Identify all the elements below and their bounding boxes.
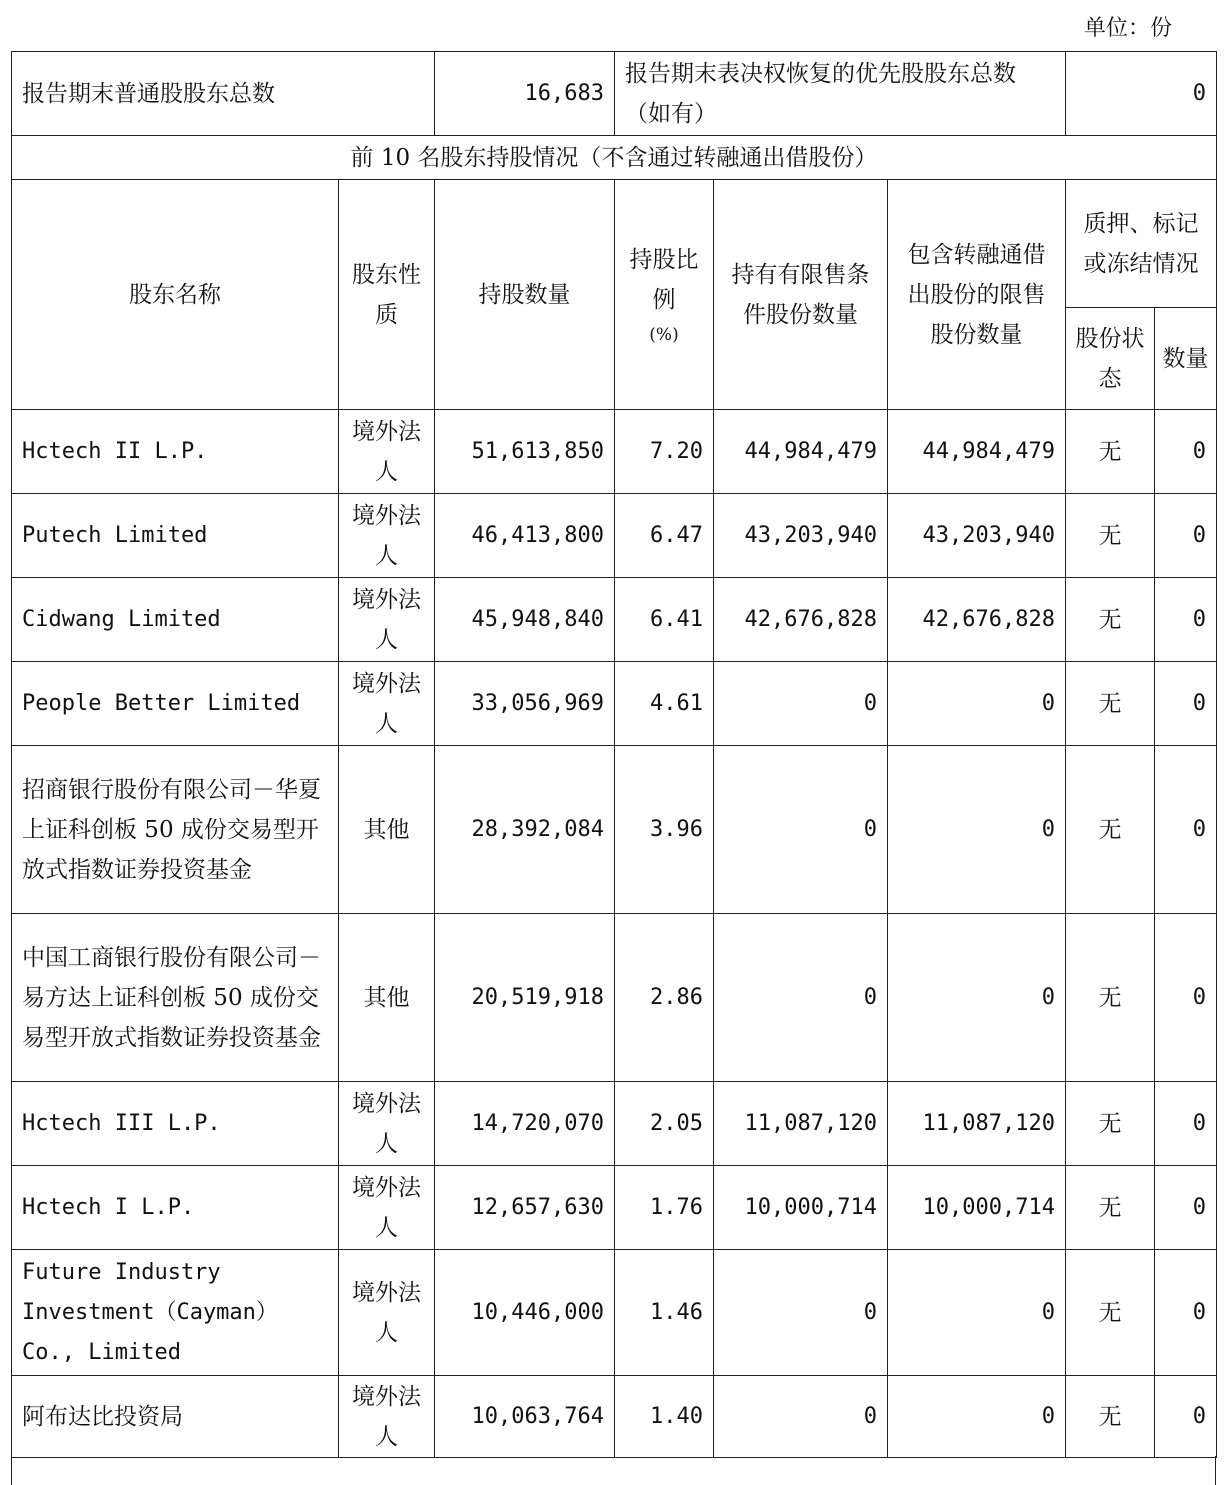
cell-nature: 其他 xyxy=(339,746,435,914)
cell-qty: 0 xyxy=(1155,914,1217,1082)
table-continuation xyxy=(11,1456,1216,1485)
cell-status: 无 xyxy=(1066,1166,1155,1250)
cell-lent: 0 xyxy=(888,1250,1066,1376)
cell-restricted: 0 xyxy=(714,1376,888,1458)
cell-status: 无 xyxy=(1066,1082,1155,1166)
header-shares: 持股数量 xyxy=(435,180,615,410)
section-title: 前 10 名股东持股情况（不含通过转融通出借股份） xyxy=(12,136,1217,180)
cell-lent: 42,676,828 xyxy=(888,578,1066,662)
header-name: 股东名称 xyxy=(12,180,339,410)
unit-label: 单位：份 xyxy=(1083,16,1172,41)
cell-shares: 46,413,800 xyxy=(435,494,615,578)
cell-qty: 0 xyxy=(1155,494,1217,578)
cell-status: 无 xyxy=(1066,494,1155,578)
cell-shares: 45,948,840 xyxy=(435,578,615,662)
cell-shares: 12,657,630 xyxy=(435,1166,615,1250)
header-row-1 xyxy=(12,180,1217,308)
cell-status: 无 xyxy=(1066,578,1155,662)
cell-ratio: 2.05 xyxy=(615,1082,714,1166)
table-row xyxy=(12,1082,1217,1166)
cell-qty: 0 xyxy=(1155,578,1217,662)
cell-restricted: 0 xyxy=(714,1250,888,1376)
cell-lent: 44,984,479 xyxy=(888,410,1066,494)
section-title-row xyxy=(12,136,1217,180)
cell-qty: 0 xyxy=(1155,410,1217,494)
cell-qty: 0 xyxy=(1155,1250,1217,1376)
cell-restricted: 10,000,714 xyxy=(714,1166,888,1250)
cell-status: 无 xyxy=(1066,746,1155,914)
table-row xyxy=(12,914,1217,1082)
cell-lent: 43,203,940 xyxy=(888,494,1066,578)
preferred-holders-value: 0 xyxy=(1066,52,1217,136)
table-row xyxy=(12,1166,1217,1250)
table-row xyxy=(12,410,1217,494)
cell-shares: 10,063,764 xyxy=(435,1376,615,1458)
cell-restricted: 43,203,940 xyxy=(714,494,888,578)
continuation-left-edge xyxy=(11,1456,12,1485)
cell-name: Putech Limited xyxy=(12,494,339,578)
cell-ratio: 1.46 xyxy=(615,1250,714,1376)
cell-name: Hctech II L.P. xyxy=(12,410,339,494)
common-holders-value: 16,683 xyxy=(435,52,615,136)
cell-nature: 境外法人 xyxy=(339,410,435,494)
common-holders-label: 报告期末普通股股东总数 xyxy=(12,52,435,136)
cell-ratio: 3.96 xyxy=(615,746,714,914)
cell-restricted: 0 xyxy=(714,914,888,1082)
cell-lent: 11,087,120 xyxy=(888,1082,1066,1166)
cell-name: People Better Limited xyxy=(12,662,339,746)
cell-restricted: 42,676,828 xyxy=(714,578,888,662)
header-qty: 数量 xyxy=(1155,308,1217,410)
cell-qty: 0 xyxy=(1155,746,1217,914)
cell-status: 无 xyxy=(1066,662,1155,746)
shareholder-table xyxy=(11,51,1217,1458)
cell-nature: 境外法人 xyxy=(339,1166,435,1250)
cell-ratio: 1.40 xyxy=(615,1376,714,1458)
cell-status: 无 xyxy=(1066,914,1155,1082)
cell-lent: 0 xyxy=(888,746,1066,914)
header-status: 股份状态 xyxy=(1066,308,1155,410)
cell-lent: 0 xyxy=(888,1376,1066,1458)
summary-row xyxy=(12,52,1217,136)
cell-restricted: 0 xyxy=(714,662,888,746)
cell-shares: 33,056,969 xyxy=(435,662,615,746)
cell-lent: 10,000,714 xyxy=(888,1166,1066,1250)
cell-shares: 10,446,000 xyxy=(435,1250,615,1376)
continuation-right-edge xyxy=(1215,1456,1216,1485)
cell-shares: 14,720,070 xyxy=(435,1082,615,1166)
cell-qty: 0 xyxy=(1155,1166,1217,1250)
cell-ratio: 6.47 xyxy=(615,494,714,578)
preferred-holders-label: 报告期末表决权恢复的优先股股东总数（如有） xyxy=(615,52,1066,136)
cell-lent: 0 xyxy=(888,914,1066,1082)
cell-qty: 0 xyxy=(1155,662,1217,746)
table-row xyxy=(12,746,1217,914)
cell-nature: 其他 xyxy=(339,914,435,1082)
cell-shares: 51,613,850 xyxy=(435,410,615,494)
cell-name: Hctech I L.P. xyxy=(12,1166,339,1250)
cell-restricted: 11,087,120 xyxy=(714,1082,888,1166)
cell-ratio: 1.76 xyxy=(615,1166,714,1250)
header-restricted: 持有有限售条件股份数量 xyxy=(714,180,888,410)
cell-name: 中国工商银行股份有限公司－易方达上证科创板 50 成份交易型开放式指数证券投资基金 xyxy=(12,914,339,1082)
header-pledge: 质押、标记或冻结情况 xyxy=(1066,180,1217,308)
header-lent-restricted: 包含转融通借出股份的限售股份数量 xyxy=(888,180,1066,410)
table-row xyxy=(12,1376,1217,1458)
cell-status: 无 xyxy=(1066,1376,1155,1458)
cell-nature: 境外法人 xyxy=(339,578,435,662)
cell-name: Future Industry Investment（Cayman）Co., Limited xyxy=(12,1250,339,1376)
cell-restricted: 0 xyxy=(714,746,888,914)
cell-nature: 境外法人 xyxy=(339,1082,435,1166)
cell-nature: 境外法人 xyxy=(339,1250,435,1376)
table-row xyxy=(12,1250,1217,1376)
header-nature: 股东性质 xyxy=(339,180,435,410)
table-row xyxy=(12,494,1217,578)
cell-lent: 0 xyxy=(888,662,1066,746)
cell-qty: 0 xyxy=(1155,1082,1217,1166)
cell-shares: 28,392,084 xyxy=(435,746,615,914)
cell-nature: 境外法人 xyxy=(339,662,435,746)
cell-name: Cidwang Limited xyxy=(12,578,339,662)
cell-restricted: 44,984,479 xyxy=(714,410,888,494)
cell-name: 阿布达比投资局 xyxy=(12,1376,339,1458)
cell-nature: 境外法人 xyxy=(339,1376,435,1458)
header-ratio xyxy=(615,180,714,410)
cell-name: 招商银行股份有限公司－华夏上证科创板 50 成份交易型开放式指数证券投资基金 xyxy=(12,746,339,914)
cell-nature: 境外法人 xyxy=(339,494,435,578)
header-ratio-text: 持股比例 xyxy=(629,246,699,313)
cell-shares: 20,519,918 xyxy=(435,914,615,1082)
table-row xyxy=(12,578,1217,662)
cell-status: 无 xyxy=(1066,410,1155,494)
cell-qty: 0 xyxy=(1155,1376,1217,1458)
cell-name: Hctech III L.P. xyxy=(12,1082,339,1166)
table-row xyxy=(12,662,1217,746)
cell-ratio: 7.20 xyxy=(615,410,714,494)
cell-status: 无 xyxy=(1066,1250,1155,1376)
cell-ratio: 2.86 xyxy=(615,914,714,1082)
cell-ratio: 6.41 xyxy=(615,578,714,662)
header-ratio-unit: (%) xyxy=(649,324,679,345)
cell-ratio: 4.61 xyxy=(615,662,714,746)
